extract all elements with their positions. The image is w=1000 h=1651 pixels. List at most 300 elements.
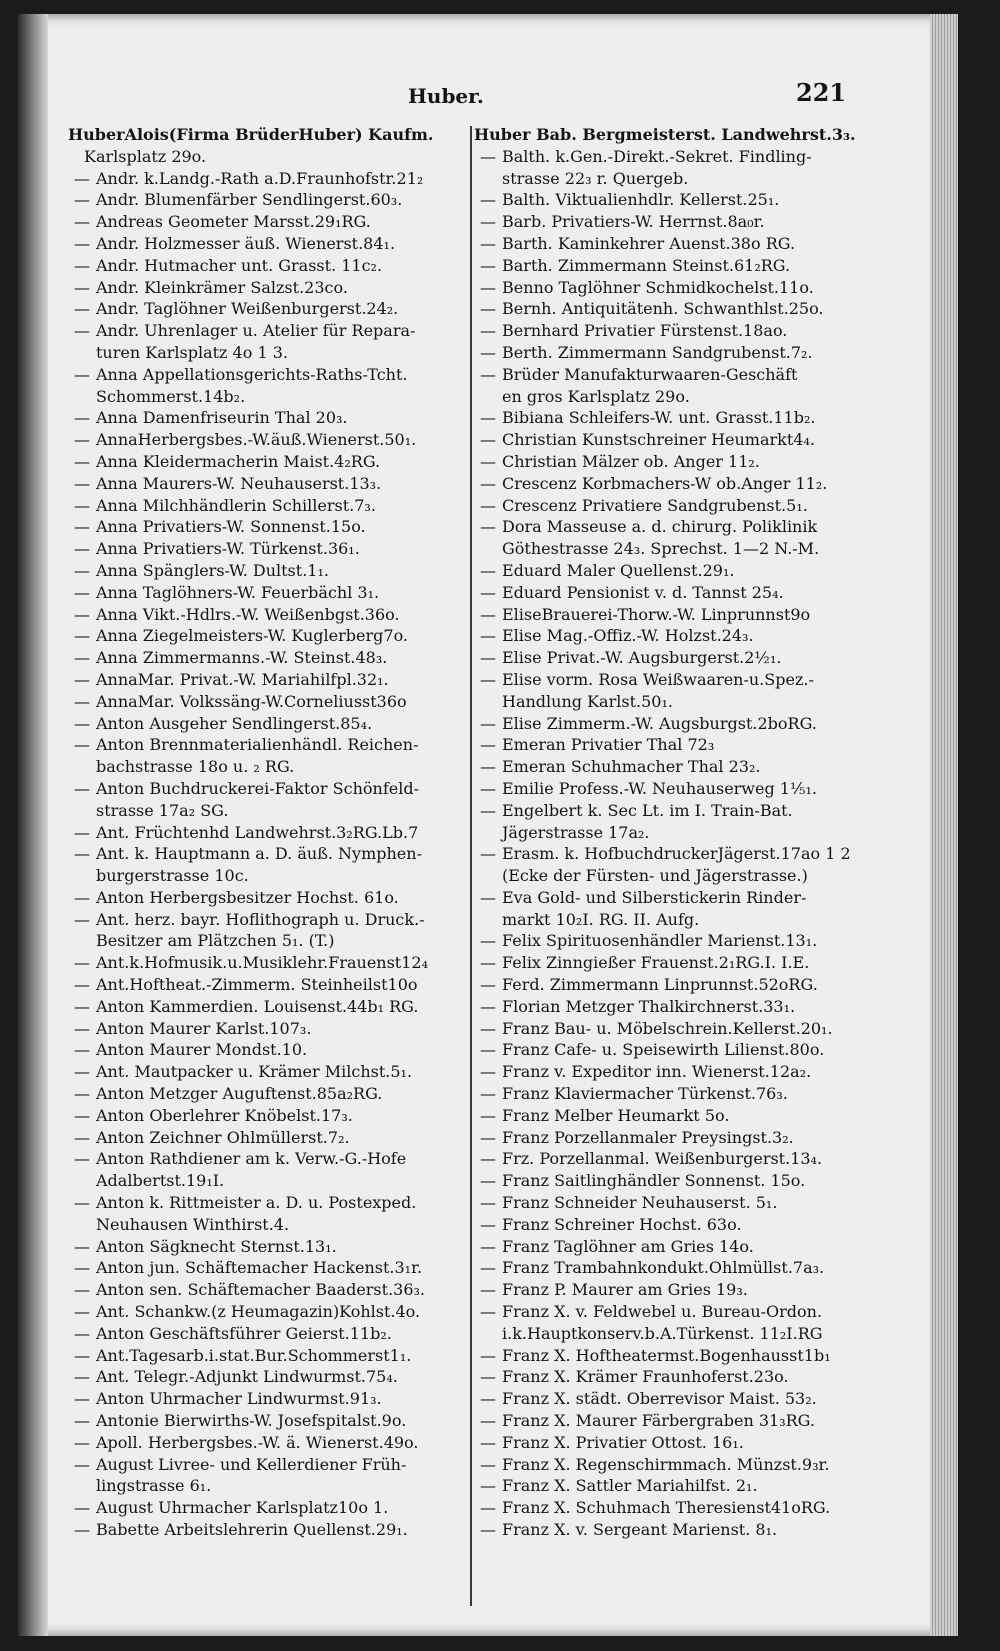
ditto-dash: — <box>74 909 90 929</box>
directory-entry <box>68 1519 468 1541</box>
entry-text: Franz X. v. Feldwebel u. Bureau-Ordon. <box>502 1302 823 1322</box>
ditto-dash: — <box>74 408 90 428</box>
directory-entry <box>68 168 468 190</box>
directory-entry <box>68 516 468 538</box>
directory-entry <box>68 1257 468 1279</box>
ditto-dash: — <box>480 626 496 646</box>
entry-text: Franz Schreiner Hochst. 63o. <box>502 1214 742 1234</box>
entry-text: Andr. Uhrenlager u. Atelier für Repara- <box>96 321 416 341</box>
ditto-dash: — <box>74 430 90 450</box>
entry-text: Apoll. Herbergsbes.-W. ä. Wienerst.49o. <box>96 1432 419 1452</box>
entry-text: Andreas Geometer Marsst.29₁RG. <box>96 212 371 232</box>
entry-text: Antonie Bierwirths-W. Josefspitalst.9o. <box>96 1411 407 1431</box>
ditto-dash: — <box>480 321 496 341</box>
entry-text: Anna Zimmermanns.-W. Steinst.48₃. <box>96 648 388 668</box>
entry-text: Anton Uhrmacher Lindwurmst.91₃. <box>96 1389 382 1409</box>
entry-text: Franz Porzellanmaler Preysingst.3₂. <box>502 1127 794 1147</box>
directory-entry <box>68 211 468 233</box>
entry-continuation <box>474 386 894 408</box>
ditto-dash: — <box>480 451 496 471</box>
entry-text: Anton Maurer Karlst.107₃. <box>96 1018 312 1038</box>
entry-text: Schommerst.14b₂. <box>96 386 246 406</box>
entry-text: Franz Klaviermacher Türkenst.76₃. <box>502 1084 788 1104</box>
ditto-dash: — <box>480 1149 496 1169</box>
directory-entry <box>68 429 468 451</box>
entry-text: AnnaMar. Volkssäng-W.Corneliusst36o <box>96 691 407 711</box>
ditto-dash: — <box>480 1476 496 1496</box>
directory-entry <box>68 734 468 756</box>
entry-text: Bernhard Privatier Fürstenst.18ao. <box>502 321 788 341</box>
directory-entry <box>474 1388 894 1410</box>
page-header <box>18 76 938 116</box>
directory-entry <box>474 974 894 996</box>
directory-entry <box>474 342 894 364</box>
entry-surname-head <box>474 124 894 146</box>
directory-entry <box>68 364 468 386</box>
ditto-dash: — <box>74 1062 90 1082</box>
entry-text: Anna Privatiers-W. Türkenst.36₁. <box>96 539 360 559</box>
directory-entry <box>474 277 894 299</box>
directory-entry <box>68 1061 468 1083</box>
entry-continuation <box>68 146 468 168</box>
entry-text: Felix Zinngießer Frauenst.2₁RG.I. I.E. <box>502 953 810 973</box>
entry-text: turen Karlsplatz 4o 1 3. <box>96 342 288 362</box>
ditto-dash: — <box>480 1084 496 1104</box>
directory-entry <box>474 625 894 647</box>
directory-entry <box>474 1475 894 1497</box>
ditto-dash: — <box>74 1084 90 1104</box>
entry-text: bachstrasse 18o u. ₂ RG. <box>96 757 295 777</box>
ditto-dash: — <box>480 473 496 493</box>
entry-continuation <box>68 1170 468 1192</box>
entry-text: Christian Mälzer ob. Anger 11₂. <box>502 451 760 471</box>
entry-text: Elise Privat.-W. Augsburgerst.2½₁. <box>502 648 782 668</box>
entry-text: Emilie Profess.-W. Neuhauserweg 1⅕₁. <box>502 778 817 798</box>
entry-text: Franz Schneider Neuhauserst. 5₁. <box>502 1193 778 1213</box>
directory-entry <box>68 233 468 255</box>
ditto-dash: — <box>74 233 90 253</box>
entry-text: Eduard Maler Quellenst.29₁. <box>502 560 735 580</box>
ditto-dash: — <box>480 1520 496 1539</box>
entry-text: Barb. Privatiers-W. Herrnst.8a₀r. <box>502 212 765 232</box>
entry-text: Franz X. städt. Oberrevisor Maist. 53₂. <box>502 1389 817 1409</box>
directory-entry <box>474 1039 894 1061</box>
directory-entry <box>68 1388 468 1410</box>
ditto-dash: — <box>480 1411 496 1431</box>
directory-entry <box>474 1214 894 1236</box>
entry-text: Anna Spänglers-W. Dultst.1₁. <box>96 560 329 580</box>
entry-text: Karlsplatz 29o. <box>84 146 207 166</box>
directory-entry <box>68 1236 468 1258</box>
entry-text: Besitzer am Plätzchen 5₁. (T.) <box>96 931 335 951</box>
ditto-dash: — <box>74 255 90 275</box>
right-column <box>474 124 894 1541</box>
entry-text: Ant. Schankw.(z Heumagazin)Kohlst.4o. <box>96 1302 421 1322</box>
entry-text: Andr. Hutmacher unt. Grasst. 11c₂. <box>96 255 383 275</box>
entry-text: strasse 22₃ r. Quergeb. <box>502 168 689 188</box>
ditto-dash: — <box>74 1411 90 1431</box>
directory-entry <box>474 756 894 778</box>
ditto-dash: — <box>74 1040 90 1060</box>
ditto-dash: — <box>74 648 90 668</box>
directory-entry <box>68 909 468 931</box>
ditto-dash: — <box>480 233 496 253</box>
entry-text: Jägerstrasse 17a₂. <box>502 822 650 842</box>
entry-text: Andr. Holzmesser äuß. Wienerst.84₁. <box>96 233 396 253</box>
ditto-dash: — <box>480 735 496 755</box>
entry-continuation <box>474 822 894 844</box>
ditto-dash: — <box>74 1389 90 1409</box>
entry-text: Elise Mag.-Offiz.-W. Holzst.24₃. <box>502 626 754 646</box>
ditto-dash: — <box>480 1214 496 1234</box>
entry-text: Franz Saitlinghändler Sonnenst. 15o. <box>502 1171 806 1191</box>
ditto-dash: — <box>480 408 496 428</box>
left-column <box>68 124 468 1541</box>
directory-entry <box>474 1279 894 1301</box>
ditto-dash: — <box>74 669 90 689</box>
ditto-dash: — <box>74 1323 90 1343</box>
page-edge <box>930 14 958 1636</box>
ditto-dash: — <box>74 691 90 711</box>
directory-entry <box>68 604 468 626</box>
directory-entry <box>68 625 468 647</box>
ditto-dash: — <box>480 430 496 450</box>
entry-continuation <box>68 865 468 887</box>
ditto-dash: — <box>74 844 90 864</box>
ditto-dash: — <box>74 975 90 995</box>
ditto-dash: — <box>74 822 90 842</box>
ditto-dash: — <box>480 1498 496 1518</box>
entry-text: Franz X. Maurer Färbergraben 31₃RG. <box>502 1411 815 1431</box>
directory-entry <box>68 1083 468 1105</box>
column-divider <box>470 126 472 1606</box>
entry-text: EliseBrauerei-Thorw.-W. Linprunnst9o <box>502 604 811 624</box>
ditto-dash: — <box>480 713 496 733</box>
ditto-dash: — <box>74 473 90 493</box>
entry-text: Crescenz Privatiere Sandgrubenst.5₁. <box>502 495 808 515</box>
ditto-dash: — <box>74 277 90 297</box>
ditto-dash: — <box>74 778 90 798</box>
directory-entry <box>68 1301 468 1323</box>
entry-text: Bernh. Antiquitätenh. Schwanthlst.25o. <box>502 299 824 319</box>
directory-entry <box>474 952 894 974</box>
ditto-dash: — <box>480 887 496 907</box>
ditto-dash: — <box>480 800 496 820</box>
ditto-dash: — <box>480 1127 496 1147</box>
entry-text: Andr. Taglöhner Weißenburgerst.24₂. <box>96 299 399 319</box>
ditto-dash: — <box>480 1389 496 1409</box>
entry-text: en gros Karlsplatz 29o. <box>502 386 690 406</box>
entry-text: Brüder Manufakturwaaren-Geschäft <box>502 364 798 384</box>
directory-entry <box>474 1345 894 1367</box>
ditto-dash: — <box>480 1171 496 1191</box>
ditto-dash: — <box>74 299 90 319</box>
entry-continuation <box>474 909 894 931</box>
directory-entry <box>68 691 468 713</box>
entry-continuation <box>68 800 468 822</box>
ditto-dash: — <box>480 1258 496 1278</box>
ditto-dash: — <box>480 953 496 973</box>
directory-entry <box>68 255 468 277</box>
directory-entry <box>474 233 894 255</box>
entry-text: Franz X. Privatier Ottost. 16₁. <box>502 1432 744 1452</box>
entry-text: Felix Spirituosenhändler Marienst.13₁. <box>502 931 818 951</box>
directory-entry <box>474 582 894 604</box>
ditto-dash: — <box>74 996 90 1016</box>
ditto-dash: — <box>480 342 496 362</box>
ditto-dash: — <box>480 604 496 624</box>
entry-continuation <box>68 1214 468 1236</box>
entry-text: Crescenz Korbmachers-W ob.Anger 11₂. <box>502 473 828 493</box>
entry-text: Anton Maurer Mondst.10. <box>96 1040 308 1060</box>
ditto-dash: — <box>480 517 496 537</box>
entry-continuation <box>68 342 468 364</box>
ditto-dash: — <box>480 560 496 580</box>
ditto-dash: — <box>480 1193 496 1213</box>
ditto-dash: — <box>480 1062 496 1082</box>
entry-text: Ant. Telegr.-Adjunkt Lindwurmst.75₄. <box>96 1367 398 1387</box>
entry-text: strasse 17a₂ SG. <box>96 800 229 820</box>
entry-text: Anna Appellationsgerichts-Raths-Tcht. <box>96 364 408 384</box>
entry-text: lingstrasse 6₁. <box>96 1476 212 1496</box>
directory-entry <box>68 560 468 582</box>
ditto-dash: — <box>480 931 496 951</box>
entry-text: Franz X. Hoftheatermst.Bogenhausst1b₁ <box>502 1345 831 1365</box>
entry-text: Ferd. Zimmermann Linprunnst.52oRG. <box>502 975 818 995</box>
directory-entry <box>474 1497 894 1519</box>
entry-text: Anton Kammerdien. Louisenst.44b₁ RG. <box>96 996 419 1016</box>
entry-text: Franz X. Regenschirmmach. Münzst.9₃r. <box>502 1454 830 1474</box>
directory-entry <box>68 1323 468 1345</box>
ditto-dash: — <box>74 582 90 602</box>
directory-entry <box>68 1345 468 1367</box>
directory-entry <box>474 298 894 320</box>
directory-entry <box>68 1192 468 1214</box>
entry-text: Anton Zeichner Ohlmüllerst.7₂. <box>96 1127 350 1147</box>
directory-entry <box>68 495 468 517</box>
entry-text: HuberAlois(Firma BrüderHuber) Kaufm. <box>68 125 434 144</box>
entry-continuation <box>68 930 468 952</box>
entry-text: Franz Trambahnkondukt.Ohlmüllst.7a₃. <box>502 1258 825 1278</box>
ditto-dash: — <box>74 1520 90 1539</box>
entry-text: Barth. Kaminkehrer Auenst.38o RG. <box>502 233 796 253</box>
ditto-dash: — <box>480 1302 496 1322</box>
entry-text: Emeran Privatier Thal 72₃ <box>502 735 715 755</box>
directory-entry <box>474 1083 894 1105</box>
directory-entry <box>68 1432 468 1454</box>
entry-text: Florian Metzger Thalkirchnerst.33₁. <box>502 996 796 1016</box>
entry-continuation <box>474 1323 894 1345</box>
directory-entry <box>474 1170 894 1192</box>
directory-entry <box>474 930 894 952</box>
entry-text: Ant. Mautpacker u. Krämer Milchst.5₁. <box>96 1062 413 1082</box>
entry-text: Franz X. v. Sergeant Marienst. 8₁. <box>502 1520 778 1539</box>
entry-text: Bibiana Schleifers-W. unt. Grasst.11b₂. <box>502 408 816 428</box>
ditto-dash: — <box>74 517 90 537</box>
directory-entry <box>68 582 468 604</box>
directory-entry <box>68 647 468 669</box>
entry-text: Anton Buchdruckerei-Faktor Schönfeld- <box>96 778 419 798</box>
running-title: Huber. <box>408 84 484 108</box>
entry-text: Elise Zimmerm.-W. Augsburgst.2boRG. <box>502 713 817 733</box>
entry-continuation <box>474 691 894 713</box>
entry-text: i.k.Hauptkonserv.b.A.Türkenst. 11₂I.RG <box>502 1323 823 1343</box>
entry-text: Eva Gold- und Silberstickerin Rinder- <box>502 887 807 907</box>
entry-text: Balth. k.Gen.-Direkt.-Sekret. Findling- <box>502 146 812 166</box>
ditto-dash: — <box>480 648 496 668</box>
directory-entry <box>474 560 894 582</box>
entry-text: Berth. Zimmermann Sandgrubenst.7₂. <box>502 342 813 362</box>
directory-entry <box>68 189 468 211</box>
entry-text: Ant. herz. bayr. Hoflithograph u. Druck.- <box>96 909 425 929</box>
directory-entry <box>68 1018 468 1040</box>
entry-text: Anna Kleidermacherin Maist.4₂RG. <box>96 451 381 471</box>
entry-text: Eduard Pensionist v. d. Tannst 25₄. <box>502 582 784 602</box>
directory-entry <box>474 1257 894 1279</box>
directory-entry <box>474 146 894 168</box>
ditto-dash: — <box>74 1302 90 1322</box>
entry-text: Ant.Tagesarb.i.stat.Bur.Schommerst1₁. <box>96 1345 412 1365</box>
ditto-dash: — <box>74 1280 90 1300</box>
entry-text: Anton jun. Schäftemacher Hackenst.3₁r. <box>96 1258 423 1278</box>
directory-entry <box>474 1236 894 1258</box>
entry-text: Franz Melber Heumarkt 5o. <box>502 1105 730 1125</box>
ditto-dash: — <box>480 1280 496 1300</box>
directory-entry <box>474 1148 894 1170</box>
directory-entry <box>68 1497 468 1519</box>
entry-text: Franz P. Maurer am Gries 19₃. <box>502 1280 748 1300</box>
directory-entry <box>474 778 894 800</box>
ditto-dash: — <box>74 604 90 624</box>
directory-page <box>18 14 958 1636</box>
directory-entry <box>474 1192 894 1214</box>
ditto-dash: — <box>480 212 496 232</box>
ditto-dash: — <box>480 146 496 166</box>
directory-entry <box>474 800 894 822</box>
directory-entry <box>474 734 894 756</box>
entry-continuation <box>68 386 468 408</box>
directory-entry <box>68 887 468 909</box>
ditto-dash: — <box>480 975 496 995</box>
ditto-dash: — <box>74 1193 90 1213</box>
entry-text: August Uhrmacher Karlsplatz10o 1. <box>96 1498 389 1518</box>
ditto-dash: — <box>74 190 90 210</box>
entry-text: Ant.k.Hofmusik.u.Musiklehr.Frauenst12₄ <box>96 953 428 973</box>
ditto-dash: — <box>74 1127 90 1147</box>
ditto-dash: — <box>480 277 496 297</box>
directory-entry <box>68 952 468 974</box>
ditto-dash: — <box>74 713 90 733</box>
ditto-dash: — <box>480 495 496 515</box>
ditto-dash: — <box>74 495 90 515</box>
entry-text: Engelbert k. Sec Lt. im I. Train-Bat. <box>502 800 793 820</box>
directory-entry <box>474 669 894 691</box>
ditto-dash: — <box>480 299 496 319</box>
ditto-dash: — <box>74 1345 90 1365</box>
entry-text: Andr. k.Landg.-Rath a.D.Fraunhofstr.21₂ <box>96 168 424 188</box>
ditto-dash: — <box>74 887 90 907</box>
entry-text: Adalbertst.19₁I. <box>96 1171 225 1191</box>
directory-entry <box>474 1061 894 1083</box>
entry-text: August Livree- und Kellerdiener Früh- <box>96 1454 407 1474</box>
entry-text: Anton Rathdiener am k. Verw.-G.-Hofe <box>96 1149 407 1169</box>
entry-text: Franz Bau- u. Möbelschrein.Kellerst.20₁. <box>502 1018 833 1038</box>
ditto-dash: — <box>480 996 496 1016</box>
entry-text: Anton Geschäftsführer Geierst.11b₂. <box>96 1323 392 1343</box>
ditto-dash: — <box>74 1105 90 1125</box>
entry-text: Anton Brennmaterialienhändl. Reichen- <box>96 735 419 755</box>
entry-text: Anna Taglöhners-W. Feuerbächl 3₁. <box>96 582 380 602</box>
ditto-dash: — <box>480 1040 496 1060</box>
ditto-dash: — <box>74 321 90 341</box>
ditto-dash: — <box>480 1236 496 1256</box>
ditto-dash: — <box>74 1236 90 1256</box>
ditto-dash: — <box>480 778 496 798</box>
entry-text: Frz. Porzellanmal. Weißenburgerst.13₄. <box>502 1149 823 1169</box>
entry-text: Göthestrasse 24₃. Sprechst. 1—2 N.-M. <box>502 539 820 559</box>
ditto-dash: — <box>74 626 90 646</box>
directory-entry <box>474 1454 894 1476</box>
entry-text: Ant. k. Hauptmann a. D. äuß. Nymphen- <box>96 844 422 864</box>
directory-entry <box>474 407 894 429</box>
directory-entry <box>68 996 468 1018</box>
ditto-dash: — <box>74 212 90 232</box>
ditto-dash: — <box>74 539 90 559</box>
ditto-dash: — <box>74 1018 90 1038</box>
entry-continuation <box>474 865 894 887</box>
entry-text: Franz Taglöhner am Gries 14o. <box>502 1236 754 1256</box>
ditto-dash: — <box>74 451 90 471</box>
directory-entry <box>68 320 468 342</box>
ditto-dash: — <box>74 1258 90 1278</box>
entry-continuation <box>68 756 468 778</box>
entry-text: Franz Cafe- u. Speisewirth Lilienst.80o. <box>502 1040 825 1060</box>
directory-entry <box>474 713 894 735</box>
entry-text: Anna Ziegelmeisters-W. Kuglerberg7o. <box>96 626 408 646</box>
entry-text: Balth. Viktualienhdlr. Kellerst.25₁. <box>502 190 780 210</box>
directory-entry <box>474 1366 894 1388</box>
entry-text: Franz X. Schuhmach Theresienst41oRG. <box>502 1498 831 1518</box>
entry-text: Anton Metzger Auguftenst.85a₂RG. <box>96 1084 383 1104</box>
ditto-dash: — <box>74 1367 90 1387</box>
ditto-dash: — <box>480 255 496 275</box>
directory-entry <box>474 451 894 473</box>
directory-entry <box>474 647 894 669</box>
entry-text: AnnaHerbergsbes.-W.äuß.Wienerst.50₁. <box>96 430 417 450</box>
ditto-dash: — <box>480 1105 496 1125</box>
entry-text: Neuhausen Winthirst.4. <box>96 1214 290 1234</box>
directory-entry <box>474 255 894 277</box>
entry-text: Barth. Zimmermann Steinst.61₂RG. <box>502 255 791 275</box>
directory-entry <box>474 1301 894 1323</box>
entry-text: Anton Oberlehrer Knöbelst.17₃. <box>96 1105 353 1125</box>
directory-entry <box>68 1410 468 1432</box>
ditto-dash: — <box>480 1018 496 1038</box>
ditto-dash: — <box>480 757 496 777</box>
directory-entry <box>68 1366 468 1388</box>
directory-entry <box>68 843 468 865</box>
directory-entry <box>474 843 894 865</box>
directory-entry <box>68 974 468 996</box>
entry-text: Anton sen. Schäftemacher Baaderst.36₃. <box>96 1280 426 1300</box>
book-spine-shadow <box>18 14 48 1636</box>
directory-entry <box>68 1148 468 1170</box>
directory-entry <box>474 364 894 386</box>
ditto-dash: — <box>480 669 496 689</box>
entry-text: Anna Maurers-W. Neuhauserst.13₃. <box>96 473 382 493</box>
ditto-dash: — <box>480 1345 496 1365</box>
ditto-dash: — <box>480 844 496 864</box>
